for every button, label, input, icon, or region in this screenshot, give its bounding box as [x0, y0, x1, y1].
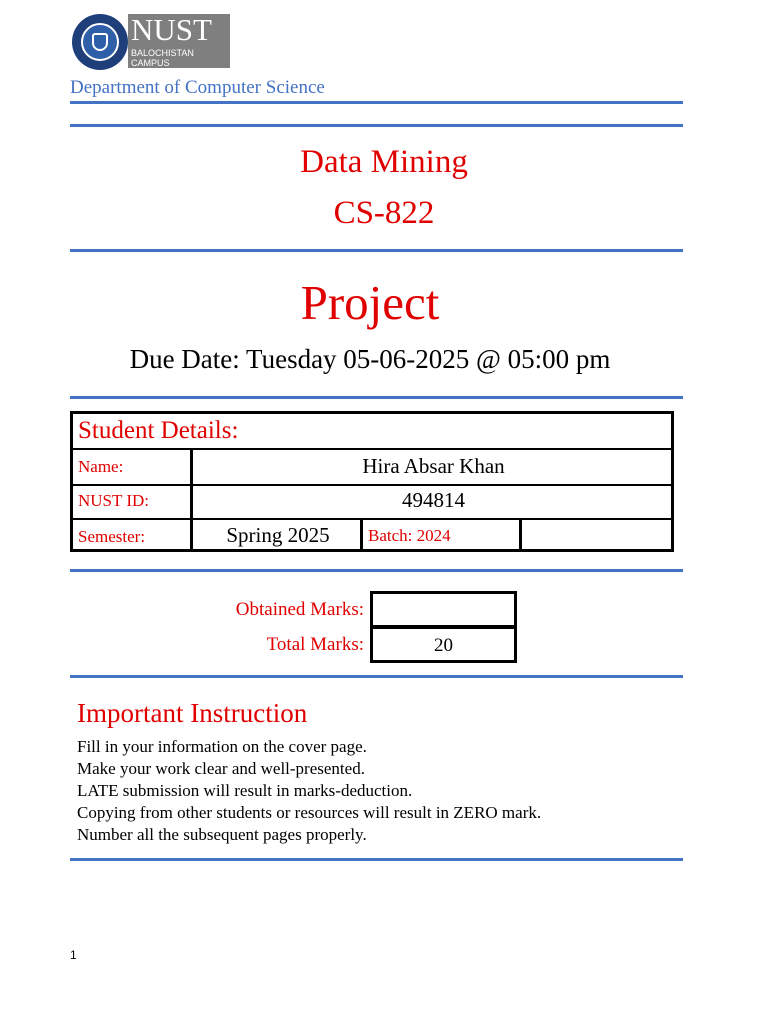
logo-line2: CAMPUS [131, 58, 170, 68]
divider [70, 249, 683, 252]
student-details-heading: Student Details: [78, 417, 239, 444]
logo-name: NUST [131, 12, 212, 47]
due-date: Due Date: Tuesday 05-06-2025 @ 05:00 pm [129, 344, 611, 374]
course-code: CS-822 [333, 195, 435, 231]
obtained-marks-label: Obtained Marks: [235, 599, 364, 620]
instruction-item: Number all the subsequent pages properly. [77, 825, 367, 844]
divider [70, 858, 683, 861]
university-seal-logo [72, 14, 128, 70]
divider [70, 396, 683, 399]
semester-label: Semester: [78, 527, 146, 546]
obtained-marks-box [370, 591, 517, 628]
semester-value: Spring 2025 [226, 523, 330, 547]
batch-label: Batch: 2024 [368, 526, 451, 545]
divider [70, 101, 683, 104]
instruction-item: LATE submission will result in marks-deduction. [77, 781, 413, 800]
course-title: Data Mining [300, 144, 468, 180]
department-name: Department of Computer Science [70, 77, 325, 98]
nust-logo [128, 14, 230, 68]
nust-id-value: 494814 [402, 488, 465, 512]
total-marks-value: 20 [434, 635, 453, 656]
divider [70, 675, 683, 678]
instruction-item: Make your work clear and well-presented. [77, 759, 365, 778]
name-value: Hira Absar Khan [362, 454, 505, 478]
document-type: Project [300, 275, 440, 330]
instruction-item: Copying from other students or resources will result in ZERO mark. [77, 803, 542, 822]
total-marks-box [370, 626, 517, 663]
nust-id-label: NUST ID: [78, 491, 149, 510]
name-label: Name: [78, 457, 124, 476]
instructions-heading: Important Instruction [77, 698, 308, 728]
student-details-table [70, 411, 674, 552]
instructions-list [77, 736, 541, 846]
logo-line1: BALOCHISTAN [131, 48, 194, 58]
total-marks-label: Total Marks: [266, 634, 364, 655]
page-number: 1 [70, 948, 77, 962]
instruction-item: Fill in your information on the cover page. [77, 737, 367, 756]
divider [70, 124, 683, 127]
divider [70, 569, 683, 572]
